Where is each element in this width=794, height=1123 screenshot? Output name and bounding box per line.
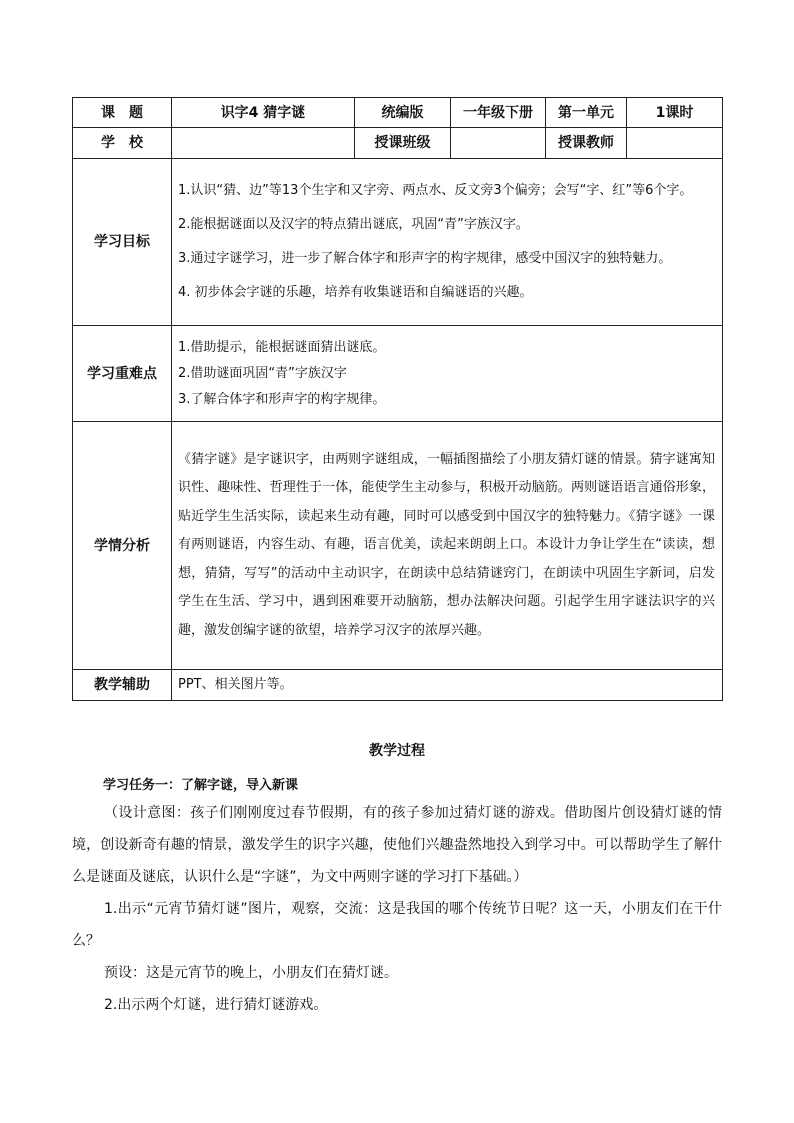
aids-value: PPT、相关图片等。 (172, 670, 723, 701)
key-point-item: 2.借助谜面巩固“青”字族汉字 (178, 365, 347, 381)
goals-row (73, 159, 723, 326)
key-points-content (172, 326, 723, 422)
class-value (451, 128, 546, 159)
grade-cell: 一年级下册 (451, 98, 546, 128)
lesson-title: 识字4 猜字谜 (172, 98, 355, 128)
analysis-row (73, 422, 723, 670)
goal-item: 4. 初步体会字谜的乐趣，培养有收集谜语和自编谜语的兴趣。 (178, 285, 533, 300)
analysis-text: 《猜字谜》是字谜识字，由两则字谜组成，一幅插图描绘了小朋友猜灯谜的情景。猜字谜寓知识性、趣味性、哲理性于一体，能使学生主动参与，积极开动脑筋。两则谜语语言通俗形象，贴近学生生活实际，读起来生动有趣，同时可以感受到中国汉字的独特魅力。《猜字谜》一课有两则谜语，内容生动、有趣，语言优美，读起来朗朗上口。本设计力争让学生在“读读，想想，猜猜，写写”的活动中主动识字，在朗读中总结猜谜窍门，在朗读中巩固生字新词，启发学生在生活、学习中，遇到困难要开动脑筋，想办法解决问题。引起学生用字谜法识字的兴趣，激发创编字谜的欲望，培养学习汉字的浓厚兴趣。 (178, 451, 715, 638)
goals-label: 学习目标 (73, 159, 172, 326)
key-points-label: 学习重难点 (73, 326, 172, 422)
edition-cell: 统编版 (355, 98, 451, 128)
preset-paragraph: 预设：这是元宵节的晚上，小朋友们在猜灯谜。 (104, 965, 398, 981)
school-label: 学 校 (73, 128, 172, 159)
hours-cell: 1课时 (627, 98, 723, 128)
school-row (73, 128, 723, 159)
design-intent-paragraph: （设计意图：孩子们刚刚度过春节假期，有的孩子参加过猜灯谜的游戏。借助图片创设猜灯谜的情境，创设新奇有趣的情景，激发学生的识字兴趣，使他们兴趣盎然地投入到学习中。可以帮助学生了解什么是谜面及谜底，认识什么是“字谜”，为文中两则字谜的学习打下基础。） (72, 805, 722, 885)
task1-title: 学习任务一：了解字谜，导入新课 (103, 778, 299, 793)
goal-item: 1.认识“猜、边”等13个生字和又字旁、两点水、反文旁3个偏旁；会写“字、红”等6个字。 (178, 183, 693, 198)
class-label: 授课班级 (355, 128, 451, 159)
teacher-value (627, 128, 723, 159)
aids-row (73, 670, 723, 701)
lesson-plan-table (72, 97, 723, 701)
aids-label: 教学辅助 (73, 670, 172, 701)
goal-item: 2.能根据谜面以及汉字的特点猜出谜底，巩固“青”字族汉字。 (178, 217, 529, 232)
key-point-item: 3.了解合体字和形声字的构字规律。 (178, 391, 386, 407)
unit-cell: 第一单元 (546, 98, 627, 128)
key-point-item: 1.借助提示，能根据谜面猜出谜底。 (178, 339, 386, 355)
step2-paragraph: 2.出示两个灯谜，进行猜灯谜游戏。 (104, 997, 328, 1013)
analysis-content (172, 422, 723, 670)
process-title: 教学过程 (369, 743, 425, 759)
goals-content (172, 159, 723, 326)
school-value (172, 128, 355, 159)
step1-paragraph: 1.出示“元宵节猜灯谜”图片，观察，交流：这是我国的哪个传统节日呢？这一天，小朋友们在干什么？ (72, 901, 722, 949)
goal-item: 3.通过字谜学习，进一步了解合体字和形声字的构字规律，感受中国汉字的独特魅力。 (178, 251, 672, 266)
key-points-row (73, 326, 723, 422)
topic-label: 课 题 (73, 98, 172, 128)
header-row (73, 98, 723, 128)
analysis-label: 学情分析 (73, 422, 172, 670)
teacher-label: 授课教师 (546, 128, 627, 159)
